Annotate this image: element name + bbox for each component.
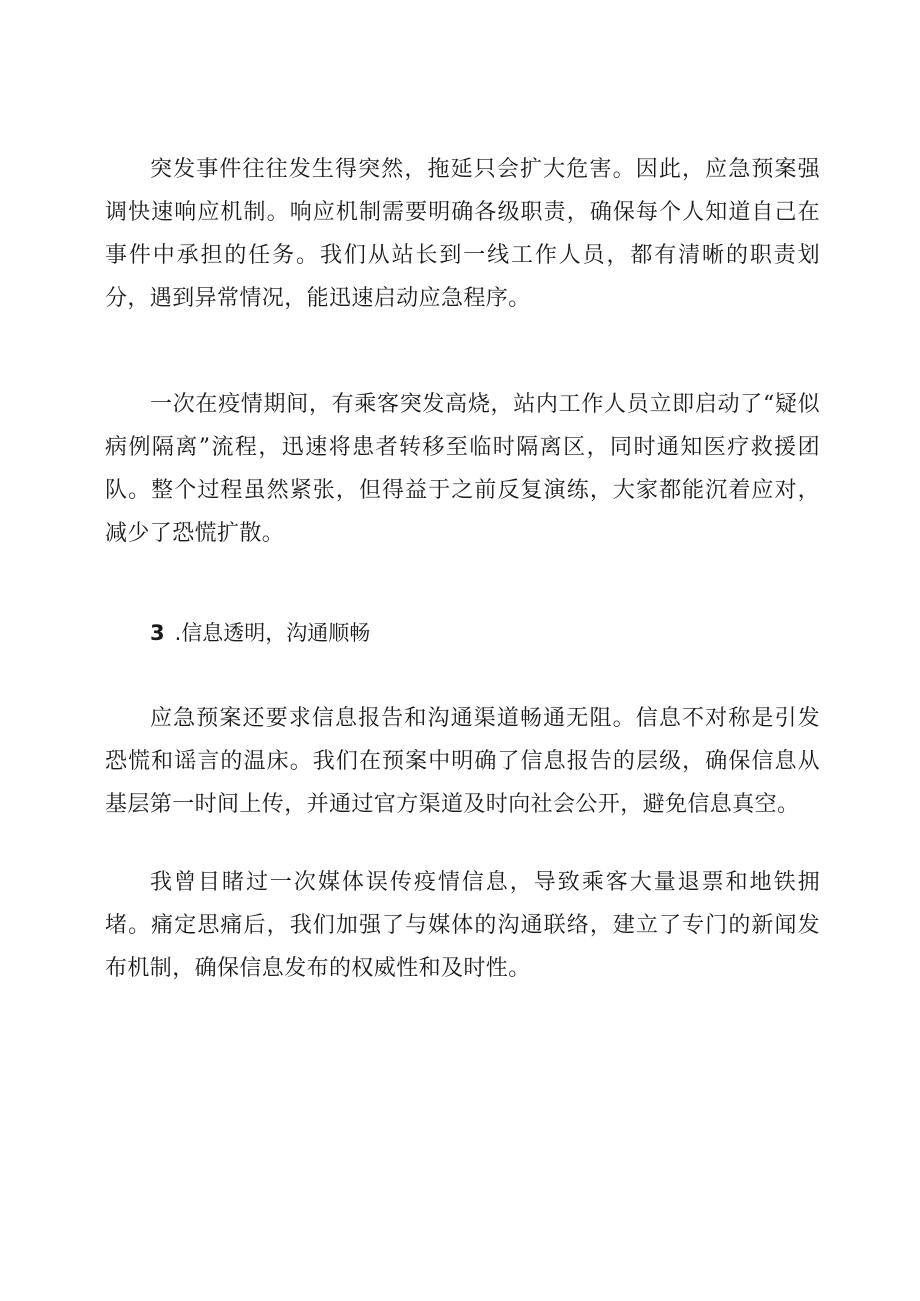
paragraph-information-reporting: 应急预案还要求信息报告和沟通渠道畅通无阻。信息不对称是引发恐慌和谣言的温床。我们在预案中明确了信息报告的层级，确保信息从基层第一时间上传，并通过官方渠道及时向社会公开，避免信息真空。 — [105, 706, 820, 817]
paragraph-epidemic-case: 一次在疫情期间，有乘客突发高烧，站内工作人员立即启动了“疑似病例隔离”流程，迅速将患者转移至临时隔离区，同时通知医疗救援团队。整个过程虽然紧张，但得益于之前反复演练，大家都能沉着应对，减少了恐慌扩散。 — [105, 392, 820, 546]
section-heading-3 — [150, 612, 370, 655]
paragraph-media-misinformation: 我曾目睹过一次媒体误传疫情信息，导致乘客大量退票和地铁拥堵。痛定思痛后，我们加强了与媒体的沟通联络，建立了专门的新闻发布机制，确保信息发布的权威性和及时性。 — [105, 870, 820, 981]
section-title: .信息透明，沟通顺畅 — [174, 621, 371, 645]
paragraph-emergency-response: 突发事件往往发生得突然，拖延只会扩大危害。因此，应急预案强调快速响应机制。响应机制需要明确各级职责，确保每个人知道自己在事件中承担的任务。我们从站长到一线工作人员，都有清晰的职责划分，遇到异常情况，能迅速启动应急程序。 — [105, 157, 820, 311]
section-number: 3 — [150, 621, 165, 645]
